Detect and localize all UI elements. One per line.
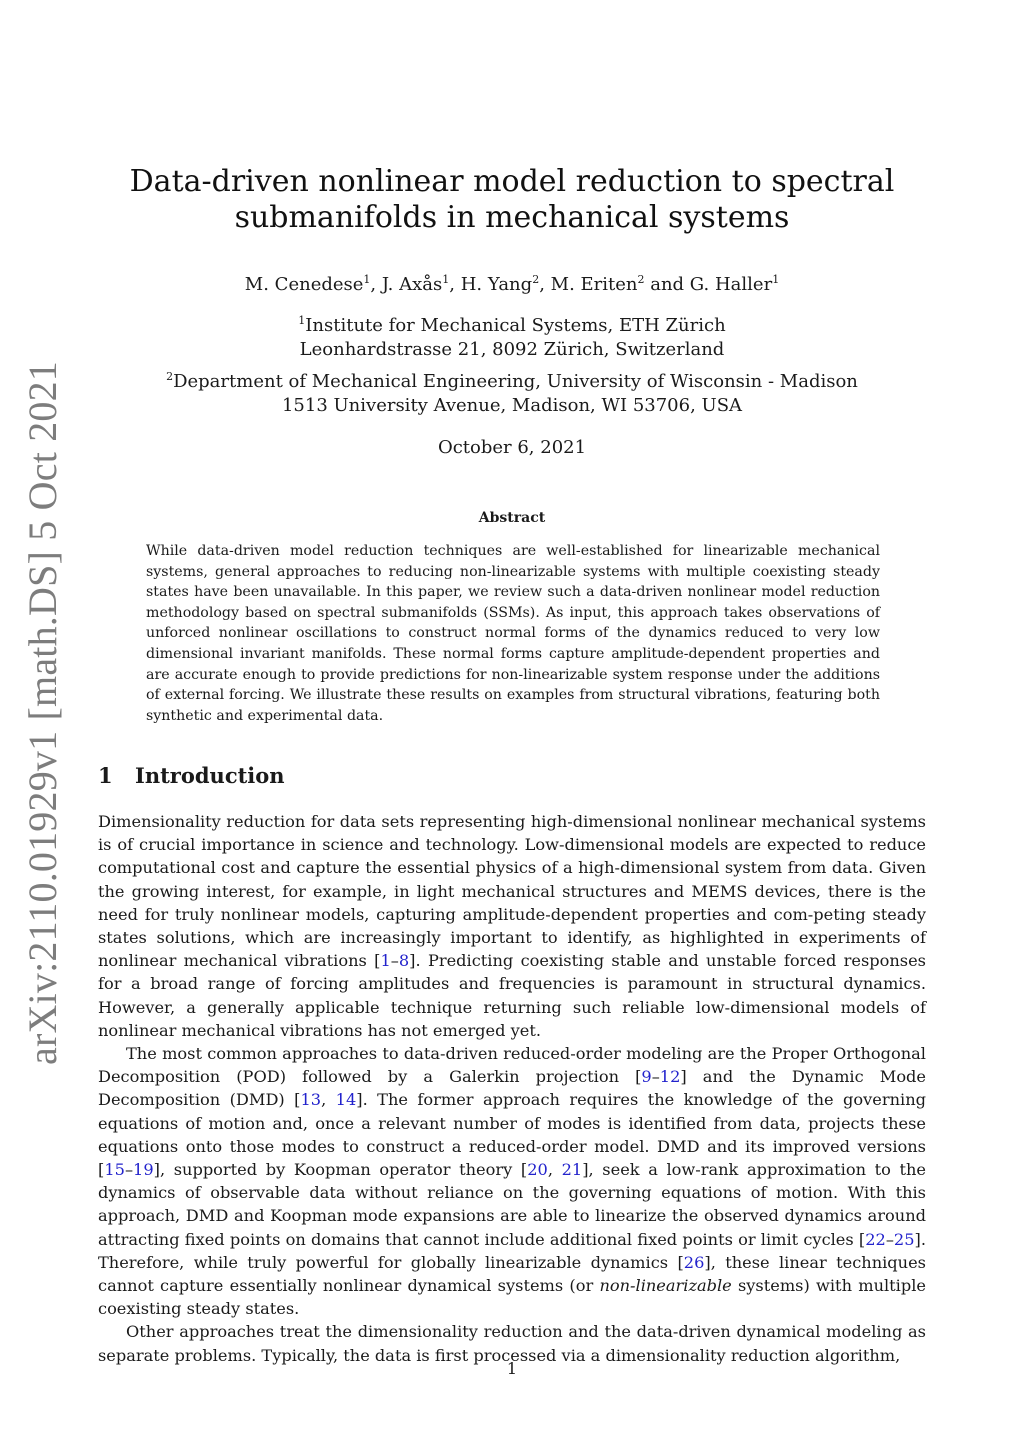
arxiv-identifier-stamp: arXiv:2110.01929v1 [math.DS] 5 Oct 2021	[20, 360, 65, 1065]
paragraph-text: –	[390, 951, 399, 971]
author-name: H. Yang	[460, 274, 533, 295]
citation-link[interactable]: 1	[380, 951, 391, 971]
paragraph-text: ]. Predicting coexisting stable and unstable forced responses for a broad range of forcing amplitudes and frequencies is paramount in structural dynamics. However, a generally applicable technique returning such reliable low-dimensional models of nonlinear mechanical vibrations has not emerged yet.	[98, 951, 926, 1040]
author-affiliation-mark: 2	[532, 273, 540, 286]
author-name: G. Haller	[689, 274, 773, 295]
citation-link[interactable]: 20	[527, 1160, 548, 1180]
affiliation-1-name: Institute for Mechanical Systems, ETH Zürich	[305, 315, 726, 336]
affiliation-2-name: Department of Mechanical Engineering, University of Wisconsin - Madison	[173, 371, 858, 392]
author-affiliation-mark: 1	[442, 273, 450, 286]
paragraph-text: ], supported by Koopman operator theory [	[153, 1160, 528, 1180]
body-paragraph	[98, 810, 926, 1042]
citation-link[interactable]: 22	[865, 1229, 886, 1249]
emphasized-text: non-linearizable	[599, 1276, 732, 1296]
body-paragraph	[98, 1042, 926, 1320]
citation-link[interactable]: 25	[893, 1229, 915, 1249]
author-name: M. Cenedese	[244, 274, 364, 295]
title-line-1: Data-driven nonlinear model reduction to spectral	[129, 164, 895, 199]
paragraph-text: ,	[547, 1160, 562, 1180]
citation-link[interactable]: 14	[335, 1090, 357, 1110]
citation-link[interactable]: 8	[398, 951, 410, 971]
affiliation-2-line-1	[80, 370, 944, 394]
abstract-heading: Abstract	[478, 510, 546, 526]
author-affiliation-mark: 1	[363, 273, 371, 286]
author-list	[100, 273, 924, 297]
citation-link[interactable]: 15	[104, 1160, 125, 1180]
author-separator: ,	[539, 274, 551, 295]
affiliation-1	[80, 314, 944, 362]
paragraph-text: Other approaches treat the dimensionality reduction and the data-driven dynamical modeling as separate problems. Typically, the data is first processed via a dimensionality reduction algorithm,	[98, 1322, 926, 1365]
paragraph-text: –	[885, 1229, 894, 1249]
affiliation-mark: 2	[166, 370, 174, 383]
title-line-2: submanifolds in mechanical systems	[234, 200, 790, 235]
section-heading	[98, 762, 285, 790]
paragraph-text: Dimensionality reduction for data sets representing high-dimensional nonlinear mechanical systems is of crucial importance in science and technology. Low-dimensional models are expected to reduce computational cost and capture the essential physics of a high-dimensional system from data. Given the growing interest, for example, in light mechanical structures and MEMS devices, there is the need for truly nonlinear models, capturing amplitude-dependent properties and com-peting steady states solutions, which are increasingly important to identify, as highlighted in experiments of nonlinear mechanical vibrations [	[98, 812, 926, 971]
affiliation-2	[80, 370, 944, 418]
author-separator: and	[644, 274, 690, 295]
section-title: Introduction	[135, 763, 285, 788]
author-affiliation-mark: 2	[637, 273, 645, 286]
citation-link[interactable]: 12	[659, 1067, 681, 1087]
citation-link[interactable]: 13	[300, 1090, 322, 1110]
paragraph-text: ]. Therefore, while truly powerful for globally linearizable dynamics [	[98, 1229, 926, 1272]
affiliation-1-line-1	[80, 314, 944, 338]
affiliation-mark: 1	[298, 314, 306, 327]
paragraph-text: –	[124, 1160, 134, 1180]
author-name: J. Axås	[381, 274, 443, 295]
paragraph-text: –	[651, 1067, 660, 1087]
author-separator: ,	[449, 274, 461, 295]
citation-link[interactable]: 26	[683, 1252, 705, 1272]
paragraph-text: The most common approaches to data-driven reduced-order modeling are the Proper Orthogonal Decomposition (POD) followed by a Galerkin projection [	[98, 1044, 926, 1087]
section-number: 1	[98, 763, 113, 788]
paragraph-text: ], seek a low-rank approximation to the dynamics of observable data without reliance on the governing equations of motion. With this approach, DMD and Koopman mode expansions are able to linearize the observed dynamics around attracting fixed points on domains that cannot include additional fixed points or limit cycles [	[98, 1160, 927, 1249]
author-separator: ,	[370, 274, 382, 295]
page-number: 1	[506, 1359, 518, 1378]
paragraph-text: ], these linear techniques cannot capture essentially nonlinear dynamical systems (or	[98, 1252, 926, 1296]
introduction-body	[98, 810, 926, 1367]
affiliation-2-address: 1513 University Avenue, Madison, WI 53706, USA	[281, 395, 743, 416]
paragraph-text: ,	[321, 1090, 336, 1110]
citation-link[interactable]: 9	[641, 1067, 652, 1087]
paragraph-text: systems) with multiple coexisting steady states.	[98, 1276, 926, 1319]
citation-link[interactable]: 19	[133, 1160, 154, 1180]
paragraph-text: ] and the Dynamic Mode Decomposition (DMD) [	[98, 1067, 927, 1110]
publication-date: October 6, 2021	[437, 437, 587, 458]
paper-title	[100, 164, 924, 236]
abstract-text: While data-driven model reduction techniques are well-established for linearizable mechanical systems, general approaches to reducing non-linearizable systems with multiple coexisting steady states have been unavailable. In this paper, we review such a data-driven nonlinear model reduction methodology based on spectral submanifolds (SSMs). As input, this approach takes observations of unforced nonlinear oscillations to construct normal forms of the dynamics reduced to very low dimensional invariant manifolds. These normal forms capture amplitude-dependent properties and are accurate enough to provide predictions for non-linearizable system response under the additions of external forcing. We illustrate these results on examples from structural vibrations, featuring both synthetic and experimental data.	[146, 543, 880, 724]
paragraph-text: ]. The former approach requires the knowledge of the governing equations of motion and, once a relevant number of modes is identified from data, projects these equations onto those modes to construct a reduced-order model. DMD and its improved versions [	[98, 1090, 926, 1180]
affiliation-1-address: Leonhardstrasse 21, 8092 Zürich, Switzerland	[299, 339, 725, 360]
author-name: M. Eriten	[550, 274, 638, 295]
citation-link[interactable]: 21	[561, 1160, 583, 1180]
author-affiliation-mark: 1	[772, 273, 780, 286]
